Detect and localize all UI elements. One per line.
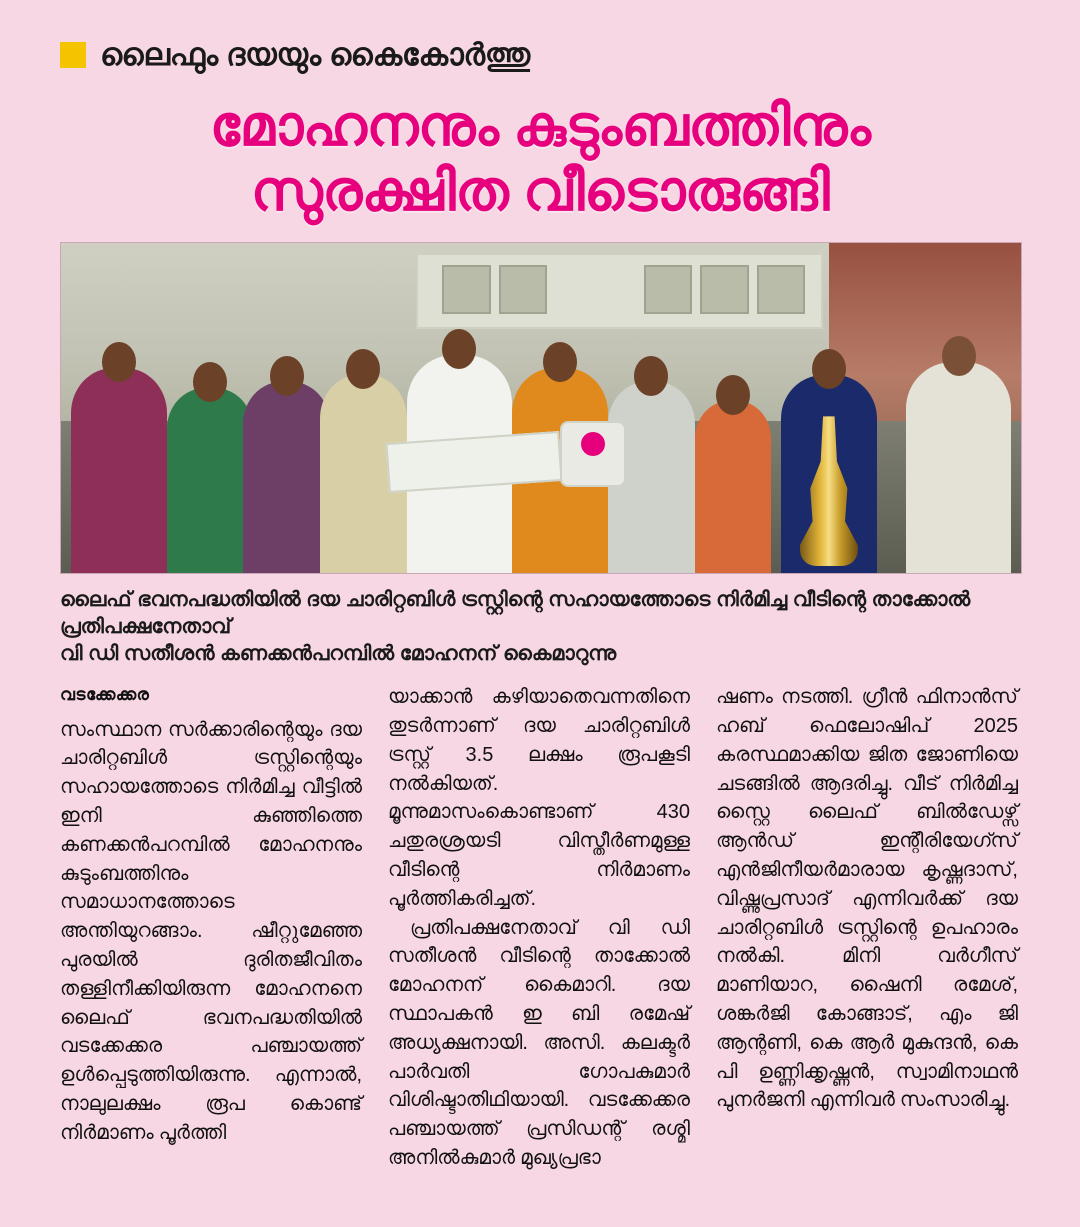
kicker-text: ലൈഫും ദയയും കൈകോർത്തു <box>100 37 530 72</box>
banner-portrait <box>442 265 490 314</box>
caption-line-1: ലൈഫ് ഭവനപദ്ധതിയിൽ ദയ ചാരിറ്റബിൾ ട്രസ്റ്റിന്റെ സഹായത്തോടെ നിർമിച്ച വീടിന്റെ താക്കോൽ പ്രതിപക്ഷനേതാവ് <box>60 588 971 639</box>
article-column-2 <box>388 683 690 1173</box>
photo-person <box>167 388 253 573</box>
dateline: വടക്കേക്കര <box>60 685 150 705</box>
photo-person-head <box>543 342 577 382</box>
paragraph: ഷണം നടത്തി. ഗ്രീൻ ഫിനാൻസ് ഹബ് ഫെലോഷിപ് 2025 കരസ്ഥമാക്കിയ ജിത ജോണിയെ ചടങ്ങിൽ ആദരിച്ചു. വീട് നിർമിച്ച സ്റ്റൈ ലൈഫ് ബിൽഡേഴ്സ് ആൻഡ് ഇന്റീരിയേഗ്സ് എൻജിനീയർമാരായ കൃഷ്ണദാസ്, വിഷ്ണുപ്രസാദ് എന്നിവർക്ക് ദയ ചാരിറ്റബിൾ ട്രസ്റ്റിന്റെ ഉപഹാരം നൽകി. മിനി വർഗീസ് മാണിയാറ, ഷൈനി രമേശ്, ശങ്കർജി കോങ്ങാട്, എം ജി ആന്റണി, കെ ആർ മുകുന്ദൻ, കെ പി ഉണ്ണിക്കൃഷ്ണൻ, സ്വാമിനാഥൻ പുനർജനി എന്നിവർ സംസാരിച്ചു. <box>716 686 1018 1112</box>
photo-person-head <box>716 375 750 415</box>
photo-person-head <box>193 362 227 402</box>
photo-person-head <box>942 336 976 376</box>
photo-person-head <box>102 342 136 382</box>
photo-person <box>906 362 1012 573</box>
caption-line-2: വി ഡി സതീശൻ കണക്കൻപറമ്പിൽ മോഹനന് കൈമാറുന്നു <box>60 642 617 666</box>
banner-portrait <box>757 265 805 314</box>
headline-line-1: മോഹനനും കുടുംബത്തിനും <box>209 94 871 158</box>
paragraph: പ്രതിപക്ഷനേതാവ് വി ഡി സതീശൻ വീടിന്റെ താക്കോൽ മോഹനന് കൈമാറി. ദയ സ്ഥാപകൻ ഇ ബി രമേഷ് അധ്യക്ഷനായി. അസി. കലക്ടർ പാർവതി ഗോപകുമാർ വിശിഷ്ടാതിഥിയായി. വടക്കേക്കര പഞ്ചായത്ത് പ്രസിഡന്റ് രശ്മി അനിൽകുമാർ മുഖ്യപ്രഭാ <box>388 916 690 1169</box>
paragraph: സംസ്ഥാന സർക്കാരിന്റെയും ദയ ചാരിറ്റബിൾ ട്രസ്റ്റിന്റെയും സഹായത്തോടെ നിർമിച്ച വീട്ടിൽ ഇനി കുഞ്ഞിത്തെ കണക്കൻപറമ്പിൽ മോഹനനും കുടുംബത്തിനും സമാധാനത്തോടെ അന്തിയുറങ്ങാം. ഷീറ്റുമേഞ്ഞ പുരയിൽ ദുരിതജീവിതം തള്ളിനീക്കിയിരുന്ന മോഹനനെ ലൈഫ് ഭവനപദ്ധതിയിൽ വടക്കേക്കര പഞ്ചായത്ത് ഉൾപ്പെടുത്തിയിരുന്നു. എന്നാൽ, നാലുലക്ഷം രൂപ കൊണ്ട് നിർമാണം പൂർത്തി <box>60 718 362 1144</box>
photo-person-head <box>442 329 476 369</box>
photo-caption <box>60 586 1020 667</box>
photo-person-head <box>346 349 380 389</box>
photo-person-head <box>634 356 668 396</box>
photo-person-head <box>270 356 304 396</box>
photo-banner <box>416 253 823 330</box>
photo-person <box>71 368 167 573</box>
article-body <box>60 683 1020 1173</box>
photo-person <box>695 401 772 573</box>
photo-person-head <box>812 349 846 389</box>
article-column-3 <box>716 683 1018 1173</box>
article-photo <box>60 242 1022 574</box>
banner-portrait <box>499 265 547 314</box>
article-column-1 <box>60 683 362 1173</box>
banner-portrait <box>700 265 748 314</box>
memento-emblem-icon <box>581 432 605 456</box>
banner-portrait <box>644 265 692 314</box>
photo-person <box>243 382 329 573</box>
kicker <box>60 0 1020 72</box>
kicker-bullet-icon <box>60 42 86 68</box>
paragraph: യാക്കാൻ കഴിയാതെവന്നതിനെ തുടർന്നാണ് ദയ ചാരിറ്റബിൾ ട്രസ്റ്റ് 3.5 ലക്ഷം രൂപകൂടി നൽകിയത്. മൂന്നുമാസംകൊണ്ടാണ് 430 ചതുരശ്രയടി വിസ്തീർണമുള്ള വീടിന്റെ നിർമാണം പൂർത്തികരിച്ചത്. <box>388 686 690 910</box>
photo-memento <box>560 421 626 487</box>
page-title <box>60 94 1020 224</box>
headline-line-2: സുരക്ഷിത വീടൊരുങ്ങി <box>250 159 830 223</box>
photo-illustration <box>61 243 1021 573</box>
